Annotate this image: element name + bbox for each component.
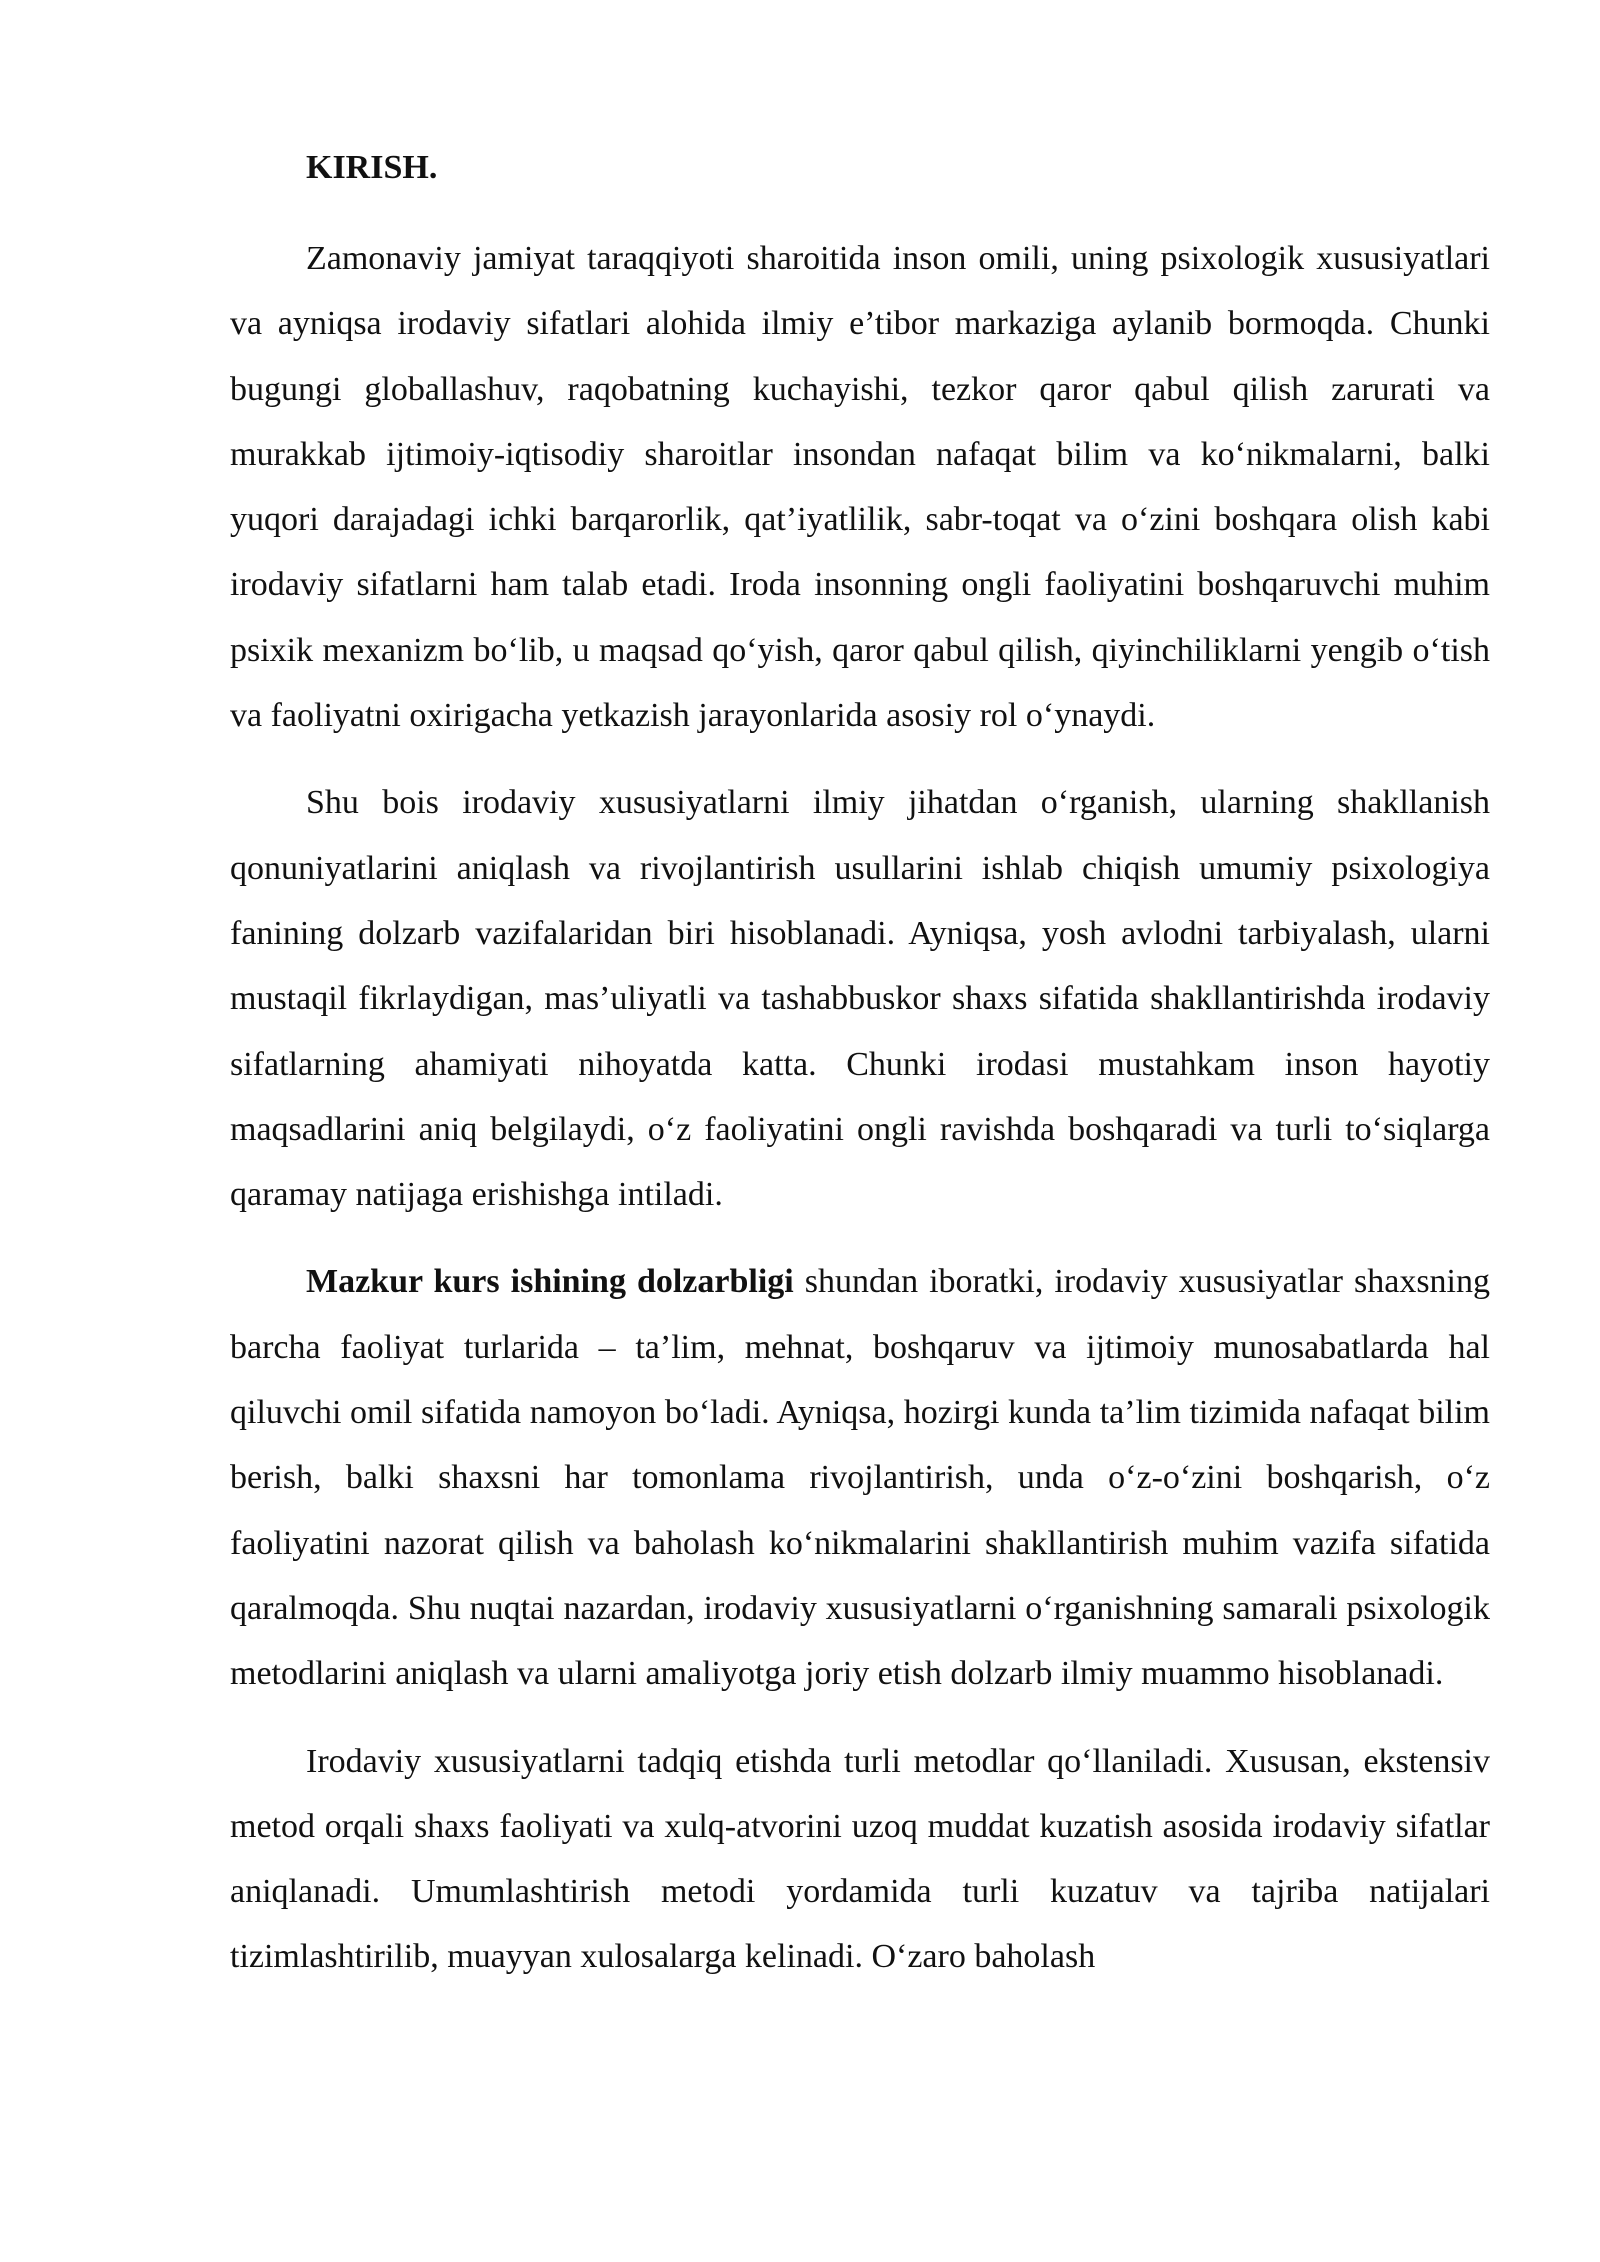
paragraph-1 bbox=[230, 226, 1490, 748]
document-body bbox=[230, 148, 1490, 2012]
paragraph-3-bold-lead: Mazkur kurs ishining dolzarbligi bbox=[306, 1263, 794, 1301]
paragraph-3-text: shundan iboratki, irodaviy xususiyatlar shaxsning barcha faoliyat turlarida – ta’lim, mehnat, boshqaruv va ijtimoiy munosabatlarda hal qiluvchi omil sifatida namoyon bo‘ladi. Ayniqsa, hozirgi kunda ta’lim tizimida nafaqat bilim berish, balki shaxsni har tomonlama rivojlantirish, unda o‘z-o‘zini boshqarish, o‘z faoliyatini nazorat qilish va baholash ko‘nikmalarini shakllantirish muhim vazifa sifatida qaralmoqda. Shu nuqtai nazardan, irodaviy xususiyatlarni o‘rganishning samarali psixologik metodlarini aniqlash va ularni amaliyotga joriy etish dolzarb ilmiy muammo hisoblanadi. bbox=[230, 1263, 1491, 1693]
paragraph-4-text: Irodaviy xususiyatlarni tadqiq etishda turli metodlar qo‘llaniladi. Xususan, ekstensiv metod orqali shaxs faoliyati va xulq-atvorini uzoq muddat kuzatish asosida irodaviy sifatlar aniqlanadi. Umumlashtirish metodi yordamida turli kuzatuv va tajriba natijalari tizimlashtirilib, muayyan xulosalarga kelinadi. O‘zaro baholash bbox=[230, 1742, 1490, 1976]
paragraph-2-text: Shu bois irodaviy xususiyatlarni ilmiy jihatdan o‘rganish, ularning shakllanish qonuniyatlarini aniqlash va rivojlantirish usullarini ishlab chiqish umumiy psixologiya fanining dolzarb vazifalaridan biri hisoblanadi. Ayniqsa, yosh avlodni tarbiyalash, ularni mustaqil fikrlaydigan, mas’uliyatli va tashabbuskor shaxs sifatida shakllantirishda irodaviy sifatlarning ahamiyati nihoyatda katta. Chunki irodasi mustahkam inson hayotiy maqsadlarini aniq belgilaydi, o‘z faoliyatini ongli ravishda boshqaradi va turli to‘siqlarga qaramay natijaga erishishga intiladi. bbox=[230, 784, 1490, 1214]
paragraph-3 bbox=[230, 1249, 1490, 1706]
paragraph-2 bbox=[230, 770, 1490, 1227]
section-heading: KIRISH. bbox=[306, 149, 438, 186]
paragraph-1-text: Zamonaviy jamiyat taraqqiyoti sharoitida inson omili, uning psixologik xususiyatlari va ayniqsa irodaviy sifatlari alohida ilmiy e’tibor markaziga aylanib bormoqda. Chunki bugungi globallashuv, raqobatning kuchayishi, tezkor qaror qabul qilish zarurati va murakkab ijtimoiy-iqtisodiy sharoitlar insondan nafaqat bilim va ko‘nikmalarni, balki yuqori darajadagi ichki barqarorlik, qat’iyatlilik, sabr-toqat va o‘zini boshqara olish kabi irodaviy sifatlarni ham talab etadi. Iroda insonning ongli faoliyatini boshqaruvchi muhim psixik mexanizm bo‘lib, u maqsad qo‘yish, qaror qabul qilish, qiyinchiliklarni yengib o‘tish va faoliyatni oxirigacha yetkazish jarayonlarida asosiy rol o‘ynaydi. bbox=[230, 240, 1490, 735]
paragraph-4 bbox=[230, 1729, 1490, 1990]
